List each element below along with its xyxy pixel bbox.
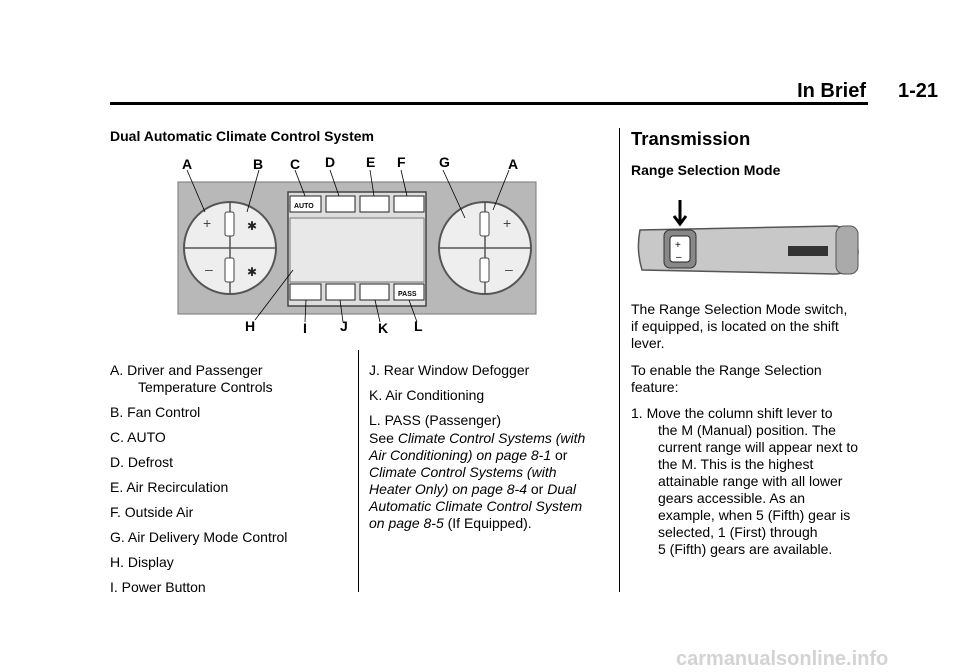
arrow-down-icon	[674, 200, 686, 224]
fig-label: C	[290, 156, 301, 172]
svg-text:+: +	[503, 215, 512, 231]
climate-heading: Dual Automatic Climate Control System	[110, 128, 374, 144]
legend-list-2	[369, 362, 609, 437]
svg-text:✱: ✱	[247, 265, 258, 279]
tow-haul-icon	[788, 246, 828, 256]
column-divider-2	[619, 128, 620, 592]
svg-text:–: –	[205, 261, 213, 277]
page-number: 1-21	[897, 80, 938, 102]
legend-list-1	[110, 362, 350, 604]
svg-text:✱: ✱	[247, 219, 258, 233]
list-item: G. Air Delivery Mode Control	[110, 529, 288, 545]
fig-label: B	[253, 156, 264, 172]
fig-label: E	[366, 154, 376, 170]
list-item: I. Power Button	[110, 579, 206, 595]
fig-label: I	[303, 320, 307, 336]
header-rule	[110, 102, 868, 105]
list-item: C. AUTO	[110, 429, 166, 445]
list-item: E. Air Recirculation	[110, 479, 229, 495]
list-item: H. Display	[110, 554, 174, 570]
range-selection-subheading: Range Selection Mode	[631, 162, 781, 178]
shift-lever-figure	[636, 190, 866, 285]
list-item: A. Driver and Passenger Temperature Controls	[110, 362, 273, 395]
svg-text:+: +	[203, 215, 212, 231]
list-item: D. Defrost	[110, 454, 174, 470]
list-item: J. Rear Window Defogger	[369, 362, 530, 378]
fig-label: F	[397, 154, 406, 170]
p1: The Range Selection Mode switch, if equipped, is located on the shift lever.	[631, 301, 848, 351]
step-1: 1. Move the column shift lever to the M (Manual) position. The current range will appear next to the M. This is the highest attainable range with all lower gears accessible. As an example, when 5 (Fifth) gear is selected, 1 (First) through 5 (Fifth) gears are available.	[631, 405, 858, 557]
pass-button-label: PASS	[398, 291, 417, 298]
fig-label: G	[439, 154, 450, 170]
list-item: F. Outside Air	[110, 504, 194, 520]
fig-label: L	[414, 318, 423, 334]
list-item: K. Air Conditioning	[369, 387, 485, 403]
fig-label: A	[182, 156, 193, 172]
list-item: L. PASS (Passenger)	[369, 412, 502, 428]
page-header	[0, 0, 960, 112]
column-divider	[358, 350, 359, 592]
list-item: B. Fan Control	[110, 404, 201, 420]
p2: To enable the Range Selection feature:	[631, 362, 822, 395]
fig-label: H	[245, 318, 256, 334]
climate-control-figure	[175, 150, 545, 345]
svg-text:–: –	[505, 261, 513, 277]
fig-label: D	[325, 154, 336, 170]
fig-label: A	[508, 156, 519, 172]
fig-label: J	[340, 318, 348, 334]
plus-glyph: +	[675, 240, 681, 251]
watermark: carmanualsonline.info	[676, 648, 889, 670]
transmission-heading: Transmission	[631, 128, 751, 149]
fig-label: K	[378, 320, 389, 336]
header-title: In Brief	[797, 80, 866, 102]
see-paragraph: See Climate Control Systems (with Air Conditioning) on page 8-1 or Climate Control Systems (with Heater Only) on page 8-4 or Dual Automatic Climate Control System on page 8-5 (If Equipped).	[369, 430, 586, 531]
minus-glyph: –	[676, 252, 682, 263]
auto-button-label: AUTO	[294, 203, 314, 210]
